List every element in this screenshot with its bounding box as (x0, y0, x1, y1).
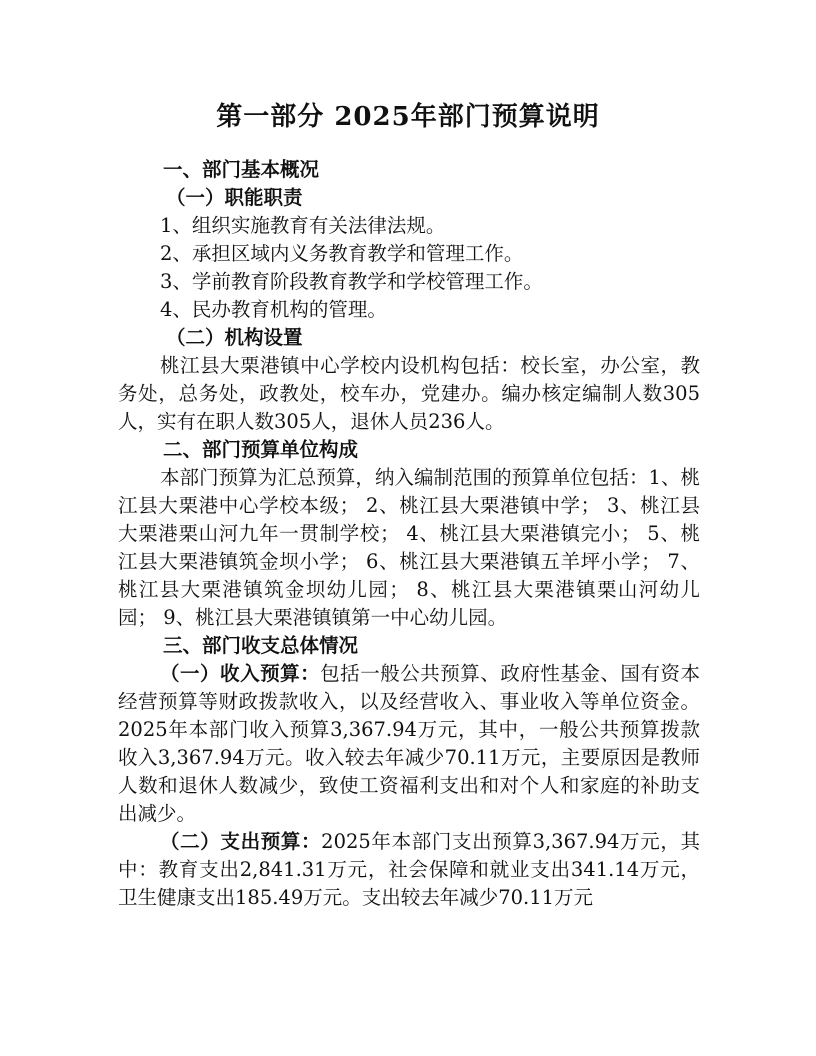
income-paragraph (118, 660, 700, 828)
duties-heading: （一）职能职责 (166, 186, 303, 209)
expense-paragraph (118, 828, 700, 912)
section3-heading: 三、部门收支总体情况 (163, 634, 359, 657)
duty-item: 2、承担区域内义务教育教学和管理工作。 (160, 242, 524, 265)
section2-heading: 二、部门预算单位构成 (163, 438, 359, 461)
document-body (118, 156, 700, 912)
org-heading: （二）机构设置 (166, 326, 303, 349)
duty-item: 1、组织实施教育有关法律法规。 (160, 214, 446, 237)
income-label: （一）收入预算： (160, 662, 321, 685)
duty-item: 4、民办教育机构的管理。 (160, 298, 387, 321)
expense-text: 2025年本部门支出预算3,367.94万元，其中：教育支出2,841.31万元，社会保障和就业支出341.14万元，卫生健康支出185.49万元。支出较去年减少70.11万元 (118, 830, 700, 909)
duty-item: 3、学前教育阶段教育教学和学校管理工作。 (160, 270, 543, 293)
section1-heading: 一、部门基本概况 (163, 158, 320, 181)
org-paragraph: 桃江县大栗港镇中心学校内设机构包括：校长室，办公室，教务处，总务处，政教处，校车办，党建办。编办核定编制人数305人，实有在职人数305人，退休人员236人。 (118, 354, 700, 433)
income-text: 包括一般公共预算、政府性基金、国有资本经营预算等财政拨款收入，以及经营收入、事业收入等单位资金。2025年本部门收入预算3,367.94万元，其中，一般公共预算拨款收入3,367.94万元。收入较去年减少70.11万元，主要原因是教师人数和退休人数减少，致使工资福利支出和对个人和家庭的补助支出减少。 (118, 662, 700, 825)
units-paragraph: 本部门预算为汇总预算，纳入编制范围的预算单位包括：1、桃江县大栗港中心学校本级； 2、桃江县大栗港镇中学； 3、桃江县大栗港栗山河九年一贯制学校； 4、桃江县大栗港镇完小； 5、桃江县大栗港镇筑金坝小学； 6、桃江县大栗港镇五羊坪小学； 7、桃江县大栗港镇筑金坝幼儿园； 8、桃江县大栗港镇栗山河幼儿园； 9、桃江县大栗港镇镇第一中心幼儿园。 (118, 466, 700, 629)
page-title: 第一部分 2025年部门预算说明 (216, 102, 600, 132)
expense-label: （二）支出预算： (160, 830, 322, 853)
